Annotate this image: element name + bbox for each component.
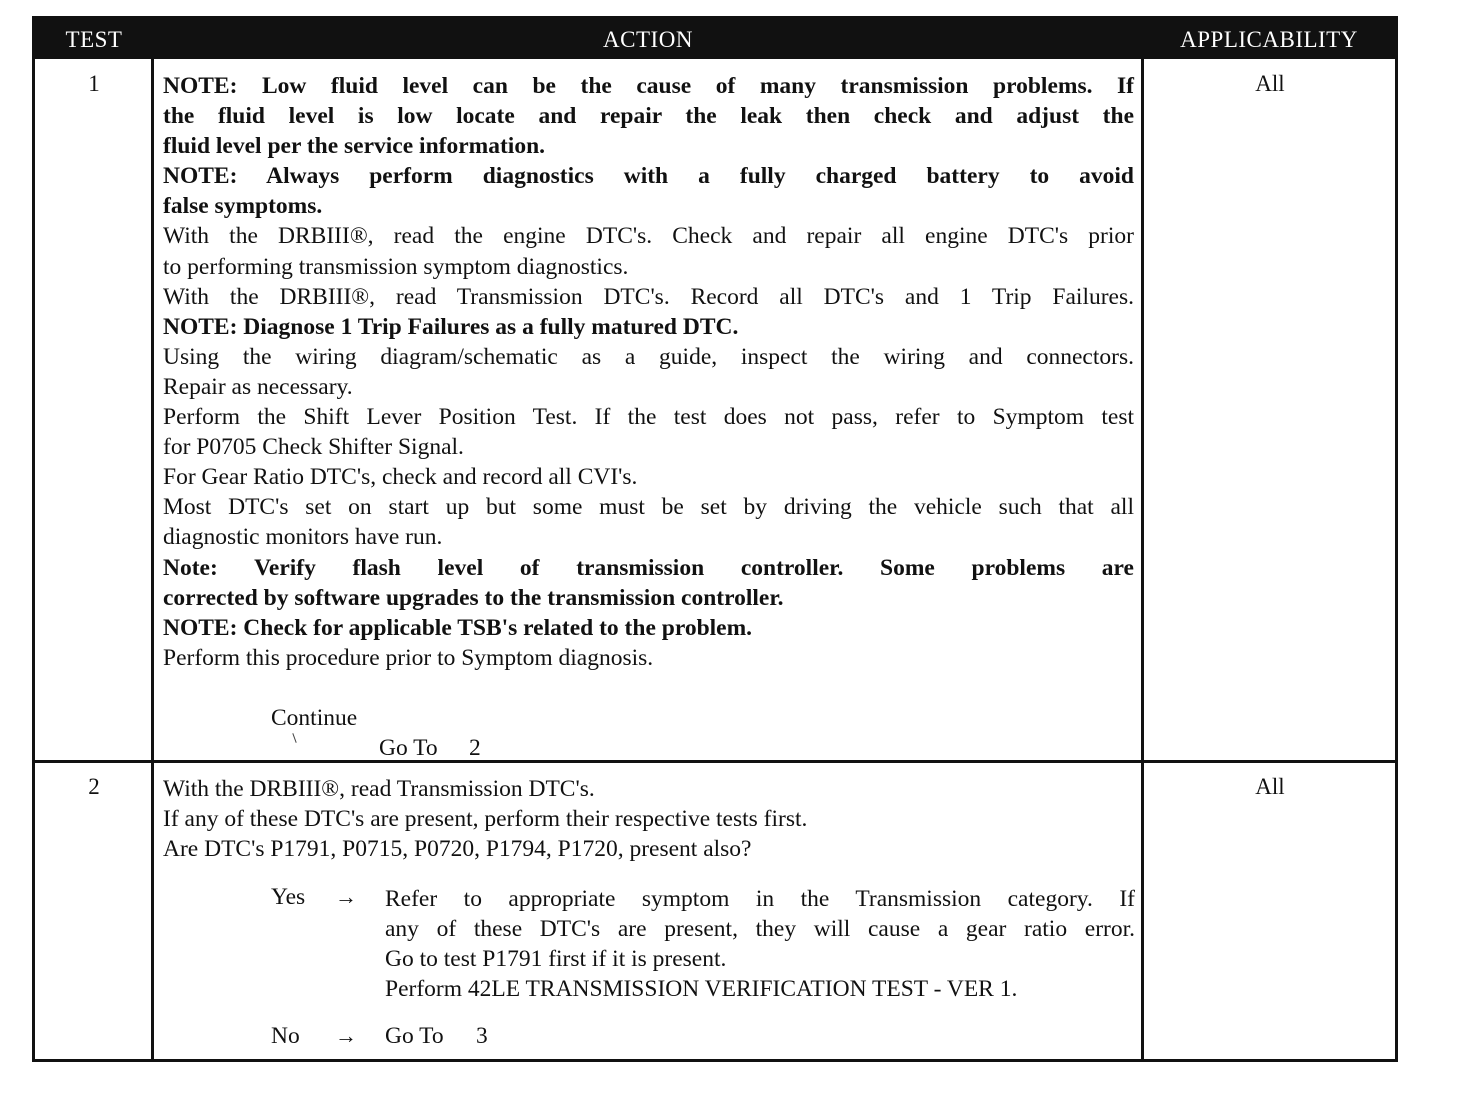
action-line: to performing transmission symptom diagnostics.: [163, 253, 629, 280]
test-number: 2: [88, 774, 100, 799]
header-test: TEST: [65, 27, 123, 52]
arrow-right-icon: →: [335, 884, 357, 909]
action-line: NOTE: Low fluid level can be the cause of many transmission problems. If: [163, 73, 1134, 99]
action-line: NOTE: Always perform diagnostics with a fully charged battery to avoid: [163, 163, 1134, 190]
diagnostic-table: [32, 16, 1398, 1062]
action-line: for P0705 Check Shifter Signal.: [163, 434, 464, 461]
action-line: Using the wiring diagram/schematic as a guide, inspect the wiring and connectors.: [163, 343, 1134, 370]
action-line: With the DRBIII®, read Transmission DTC's.: [163, 776, 595, 802]
yes-label: Yes: [271, 884, 306, 910]
table-header: [35, 19, 1395, 59]
applicability-value: All: [1255, 774, 1285, 799]
table-row-test-1: [35, 61, 1395, 761]
action-line: NOTE: Diagnose 1 Trip Failures as a fully matured DTC.: [163, 313, 739, 340]
action-line: NOTE: Check for applicable TSB's related to the problem.: [163, 614, 753, 641]
table-row-test-2: [35, 764, 1395, 1059]
goto-label[interactable]: Go To: [379, 735, 438, 761]
yes-instructions: [385, 884, 1135, 1004]
goto-target[interactable]: 3: [476, 1023, 488, 1049]
action-text: [163, 774, 1134, 864]
action-line: Perform the Shift Lever Position Test. If the test does not pass, refer to Symptom test: [163, 404, 1134, 431]
action-line: If any of these DTC's are present, perform their respective tests first.: [163, 806, 808, 833]
goto-target[interactable]: 2: [469, 735, 481, 761]
action-line: Note: Verify flash level of transmission controller. Some problems are: [163, 554, 1134, 581]
action-line: Are DTC's P1791, P0715, P0720, P1794, P1720, present also?: [163, 836, 752, 863]
action-line: With the DRBIII®, read Transmission DTC's. Record all DTC's and 1 Trip Failures.: [163, 283, 1134, 310]
yes-line: Go to test P1791 first if it is present.: [385, 946, 727, 972]
action-line: diagnostic monitors have run.: [163, 524, 443, 551]
goto-label[interactable]: Go To: [385, 1023, 444, 1049]
action-line: corrected by software upgrades to the transmission controller.: [163, 584, 784, 611]
yes-line: Refer to appropriate symptom in the Transmission category. If: [385, 886, 1135, 912]
tick-mark: [292, 733, 296, 743]
continue-label: Continue: [271, 705, 358, 731]
header-action: ACTION: [603, 27, 693, 52]
action-line: Repair as necessary.: [163, 373, 353, 400]
action-line: fluid level per the service information.: [163, 133, 546, 160]
action-line: With the DRBIII®, read the engine DTC's. Check and repair all engine DTC's prior: [163, 223, 1134, 250]
action-line: Most DTC's set on start up but some must be set by driving the vehicle such that all: [163, 494, 1134, 521]
no-label: No: [271, 1023, 300, 1049]
action-line: Perform this procedure prior to Symptom diagnosis.: [163, 644, 654, 671]
action-line: the fluid level is low locate and repair the leak then check and adjust the: [163, 103, 1134, 130]
action-text: [163, 71, 1134, 673]
test-number: 1: [88, 71, 100, 96]
action-line: false symptoms.: [163, 193, 323, 220]
yes-line: any of these DTC's are present, they will cause a gear ratio error.: [385, 916, 1135, 942]
action-line: For Gear Ratio DTC's, check and record all CVI's.: [163, 464, 638, 491]
arrow-right-icon: →: [335, 1023, 357, 1048]
yes-line: Perform 42LE TRANSMISSION VERIFICATION TEST - VER 1.: [385, 976, 1018, 1002]
applicability-value: All: [1255, 71, 1285, 96]
header-applicability: APPLICABILITY: [1180, 27, 1358, 52]
